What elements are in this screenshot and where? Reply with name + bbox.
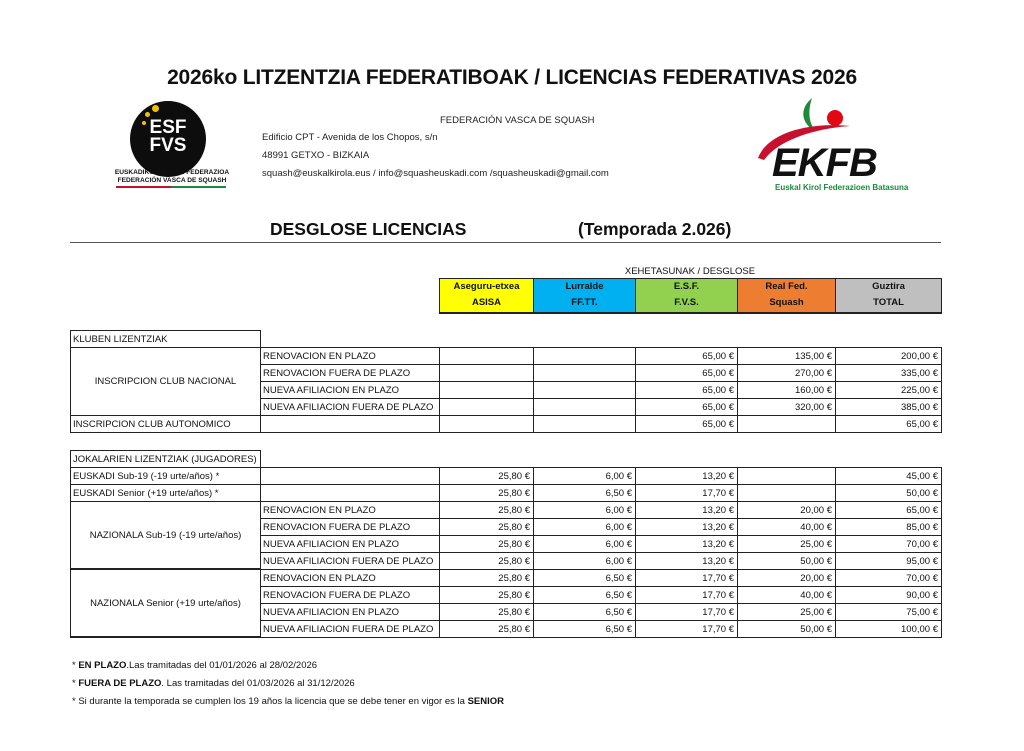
value-cell: 45,00 € bbox=[835, 467, 942, 485]
value-cell: 17,70 € bbox=[635, 603, 738, 621]
column-header bbox=[835, 278, 942, 314]
value-cell: 17,70 € bbox=[635, 586, 738, 604]
value-cell: 70,00 € bbox=[835, 535, 942, 553]
value-cell: 200,00 € bbox=[835, 347, 942, 365]
value-cell: 25,80 € bbox=[439, 552, 534, 570]
value-cell: 6,00 € bbox=[533, 467, 636, 485]
value-cell: 25,80 € bbox=[439, 603, 534, 621]
license-type: RENOVACION EN PLAZO bbox=[260, 569, 440, 587]
value-cell: 6,00 € bbox=[533, 535, 636, 553]
value-cell: 20,00 € bbox=[737, 569, 836, 587]
note-text: . Las tramitadas del 01/03/2026 al 31/12/2026 bbox=[161, 678, 355, 689]
ekfb-logo-word: EKFB bbox=[772, 141, 877, 185]
value-cell bbox=[737, 415, 836, 433]
value-cell: 13,20 € bbox=[635, 467, 738, 485]
value-cell: 65,00 € bbox=[635, 347, 738, 365]
ekfb-logo-sub: Euskal Kirol Federazioen Batasuna bbox=[775, 183, 909, 192]
value-cell: 25,00 € bbox=[737, 535, 836, 553]
esf-logo-caption-1: EUSKADIKO SQUASH FEDERAZIOA bbox=[114, 169, 230, 176]
esf-logo-caption-2: FEDERACIÓN VASCA DE SQUASH bbox=[117, 177, 227, 184]
section-title: DESGLOSE LICENCIAS bbox=[270, 219, 467, 239]
value-cell: 90,00 € bbox=[835, 586, 942, 604]
value-cell bbox=[439, 381, 534, 399]
value-cell: 70,00 € bbox=[835, 569, 942, 587]
value-cell: 65,00 € bbox=[835, 415, 942, 433]
value-cell: 270,00 € bbox=[737, 364, 836, 382]
value-cell bbox=[533, 398, 636, 416]
value-cell: 25,80 € bbox=[439, 620, 534, 638]
value-cell: 25,80 € bbox=[439, 484, 534, 502]
column-header bbox=[533, 278, 636, 314]
esf-logo-l2: FVS bbox=[149, 135, 187, 156]
value-cell: 6,00 € bbox=[533, 501, 636, 519]
esf-logo-l1: ESF bbox=[149, 117, 187, 138]
note-prefix: * bbox=[72, 660, 79, 671]
value-cell: 20,00 € bbox=[737, 501, 836, 519]
value-cell: 65,00 € bbox=[635, 398, 738, 416]
license-type: RENOVACION EN PLAZO bbox=[260, 347, 440, 365]
license-type: RENOVACION FUERA DE PLAZO bbox=[260, 518, 440, 536]
org-address-2: 48991 GETXO - BIZKAIA bbox=[262, 150, 370, 161]
value-cell bbox=[533, 415, 636, 433]
section-header: JOKALARIEN LIZENTZIAK (JUGADORES) bbox=[70, 450, 261, 468]
breakdown-label: XEHETASUNAK / DESGLOSE bbox=[624, 266, 756, 277]
license-type: NUEVA AFILIACION FUERA DE PLAZO bbox=[260, 552, 440, 570]
value-cell: 6,50 € bbox=[533, 586, 636, 604]
note-en-plazo bbox=[72, 660, 317, 671]
value-cell: 95,00 € bbox=[835, 552, 942, 570]
value-cell: 50,00 € bbox=[737, 552, 836, 570]
value-cell: 17,70 € bbox=[635, 569, 738, 587]
org-address-1: Edificio CPT - Avenida de los Chopos, s/n bbox=[262, 132, 438, 143]
value-cell bbox=[439, 347, 534, 365]
column-header-line2: FF.TT. bbox=[571, 297, 598, 308]
value-cell: 17,70 € bbox=[635, 620, 738, 638]
note-text: .Las tramitadas del 01/01/2026 al 28/02/2026 bbox=[126, 660, 318, 671]
value-cell: 6,00 € bbox=[533, 518, 636, 536]
value-cell: 13,20 € bbox=[635, 552, 738, 570]
license-type bbox=[260, 415, 440, 433]
column-header-line1: Aseguru-etxea bbox=[453, 281, 520, 292]
value-cell: 17,70 € bbox=[635, 484, 738, 502]
value-cell: 25,80 € bbox=[439, 569, 534, 587]
license-type: NUEVA AFILIACION EN PLAZO bbox=[260, 535, 440, 553]
row-label: INSCRIPCION CLUB AUTONOMICO bbox=[70, 415, 261, 433]
value-cell: 25,80 € bbox=[439, 586, 534, 604]
value-cell bbox=[533, 381, 636, 399]
note-prefix: * bbox=[72, 678, 79, 689]
value-cell: 50,00 € bbox=[737, 620, 836, 638]
note-bold: FUERA DE PLAZO bbox=[78, 678, 162, 689]
value-cell: 6,50 € bbox=[533, 569, 636, 587]
group-label: INSCRIPCION CLUB NACIONAL bbox=[70, 347, 261, 416]
value-cell: 320,00 € bbox=[737, 398, 836, 416]
note-text: * Si durante la temporada se cumplen los 19 años la licencia que se debe tener en vigor es la bbox=[72, 696, 468, 707]
value-cell: 25,80 € bbox=[439, 501, 534, 519]
value-cell: 75,00 € bbox=[835, 603, 942, 621]
org-emails: squash@euskalkirola.eus / info@squasheuskadi.com /squasheuskadi@gmail.com bbox=[262, 168, 609, 179]
value-cell: 65,00 € bbox=[635, 381, 738, 399]
column-header-line1: Real Fed. bbox=[765, 281, 808, 292]
value-cell bbox=[533, 364, 636, 382]
value-cell: 6,00 € bbox=[533, 552, 636, 570]
note-senior bbox=[72, 696, 504, 707]
column-header bbox=[439, 278, 534, 314]
value-cell: 6,50 € bbox=[533, 603, 636, 621]
license-type: RENOVACION FUERA DE PLAZO bbox=[260, 364, 440, 382]
note-bold: EN PLAZO bbox=[78, 660, 127, 671]
page-title: 2026ko LITZENTZIA FEDERATIBOAK / LICENCIAS FEDERATIVAS 2026 bbox=[167, 66, 857, 89]
value-cell: 385,00 € bbox=[835, 398, 942, 416]
value-cell bbox=[533, 347, 636, 365]
row-label: EUSKADI Sub-19 (-19 urte/años) * bbox=[70, 467, 261, 485]
license-type bbox=[260, 484, 440, 502]
value-cell bbox=[439, 398, 534, 416]
value-cell bbox=[439, 415, 534, 433]
value-cell: 85,00 € bbox=[835, 518, 942, 536]
value-cell: 25,80 € bbox=[439, 535, 534, 553]
value-cell: 65,00 € bbox=[635, 364, 738, 382]
value-cell: 225,00 € bbox=[835, 381, 942, 399]
note-bold: SENIOR bbox=[467, 696, 504, 707]
section-header: KLUBEN LIZENTZIAK bbox=[70, 330, 261, 348]
column-header-line1: Lurralde bbox=[565, 281, 604, 292]
license-type: NUEVA AFILIACION FUERA DE PLAZO bbox=[260, 398, 440, 416]
column-header-line2: ASISA bbox=[471, 297, 502, 308]
value-cell: 25,00 € bbox=[737, 603, 836, 621]
note-fuera-plazo bbox=[72, 678, 355, 689]
column-header-line2: TOTAL bbox=[873, 297, 904, 308]
value-cell: 13,20 € bbox=[635, 535, 738, 553]
value-cell: 40,00 € bbox=[737, 586, 836, 604]
value-cell: 40,00 € bbox=[737, 518, 836, 536]
value-cell: 100,00 € bbox=[835, 620, 942, 638]
value-cell: 13,20 € bbox=[635, 518, 738, 536]
value-cell bbox=[439, 364, 534, 382]
column-header-line2: Squash bbox=[769, 297, 804, 308]
license-type: RENOVACION FUERA DE PLAZO bbox=[260, 586, 440, 604]
value-cell: 6,50 € bbox=[533, 620, 636, 638]
value-cell: 65,00 € bbox=[635, 415, 738, 433]
column-header-line1: E.S.F. bbox=[673, 281, 700, 292]
value-cell: 25,80 € bbox=[439, 467, 534, 485]
value-cell: 25,80 € bbox=[439, 518, 534, 536]
value-cell: 50,00 € bbox=[835, 484, 942, 502]
license-type: NUEVA AFILIACION EN PLAZO bbox=[260, 603, 440, 621]
license-type bbox=[260, 467, 440, 485]
column-header bbox=[635, 278, 738, 314]
group-label: NAZIONALA Senior (+19 urte/años) bbox=[70, 569, 261, 638]
value-cell: 13,20 € bbox=[635, 501, 738, 519]
value-cell bbox=[737, 484, 836, 502]
column-header bbox=[737, 278, 836, 314]
license-type: NUEVA AFILIACION FUERA DE PLAZO bbox=[260, 620, 440, 638]
value-cell: 6,50 € bbox=[533, 484, 636, 502]
value-cell: 65,00 € bbox=[835, 501, 942, 519]
license-type: NUEVA AFILIACION EN PLAZO bbox=[260, 381, 440, 399]
season-label: (Temporada 2.026) bbox=[578, 219, 732, 239]
group-label: NAZIONALA Sub-19 (-19 urte/años) bbox=[70, 501, 261, 570]
value-cell bbox=[737, 467, 836, 485]
value-cell: 135,00 € bbox=[737, 347, 836, 365]
license-type: RENOVACION EN PLAZO bbox=[260, 501, 440, 519]
column-header-line2: F.V.S. bbox=[674, 297, 699, 308]
value-cell: 160,00 € bbox=[737, 381, 836, 399]
value-cell: 335,00 € bbox=[835, 364, 942, 382]
org-name: FEDERACIÓN VASCA DE SQUASH bbox=[440, 115, 595, 126]
row-label: EUSKADI Senior (+19 urte/años) * bbox=[70, 484, 261, 502]
column-header-line1: Guztira bbox=[872, 281, 905, 292]
